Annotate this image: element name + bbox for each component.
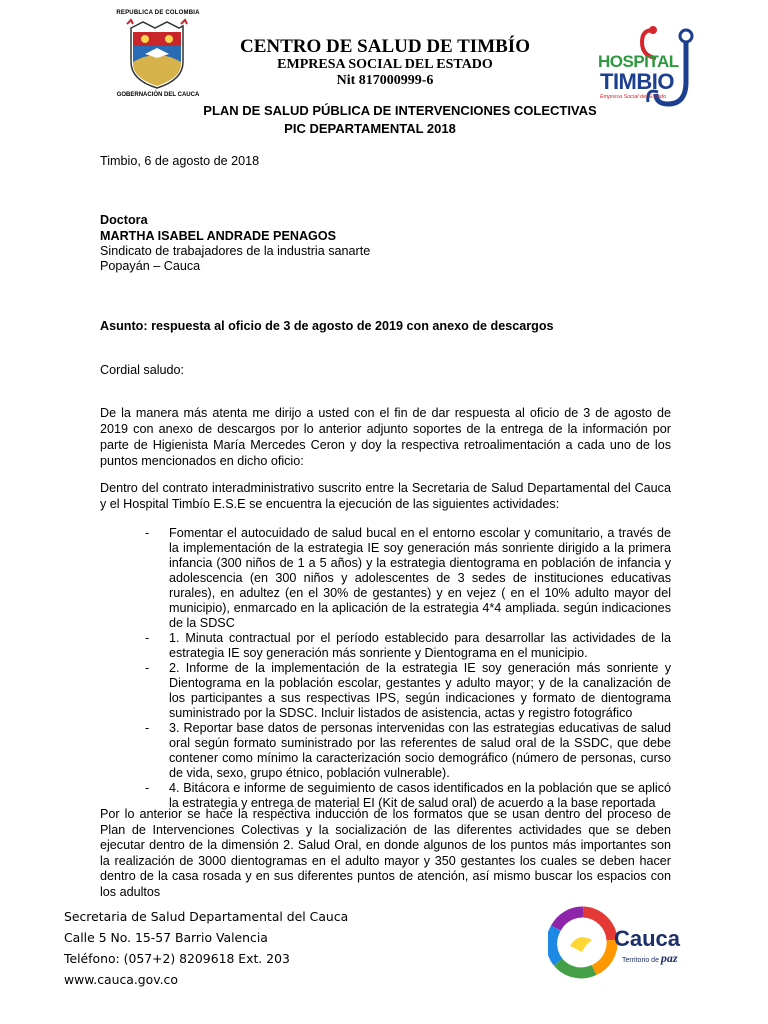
- letter-date: Timbio, 6 de agosto de 2018: [100, 154, 260, 168]
- hospital-logo-line2: TIMBIO: [600, 69, 674, 94]
- cauca-logo-name: Cauca: [614, 926, 681, 951]
- hospital-logo-tagline: Empresa Social del Estado: [600, 94, 667, 100]
- list-item: - 1. Minuta contractual por el período establecido para desarrollar las actividades de la estrategia IE soy generación más sonriente y Dientograma en el municipio.: [145, 631, 671, 660]
- hospital-logo: [598, 22, 708, 117]
- seal-top-text: REPUBLICA DE COLOMBIA: [116, 10, 200, 16]
- letter-greeting: Cordial saludo:: [100, 363, 185, 377]
- hospital-logo-line1: HOSPITAL: [598, 52, 679, 71]
- footer-website: www.cauca.gov.co: [64, 972, 178, 987]
- list-item: - 3. Reportar base datos de personas intervenidas con las estrategias educativas de salud oral según formato suministrado por las referentes de salud oral de la SSDC, que debe contener como mínimo la caracterización socio demográfico (número de personas, curso de vida, sexo, grupo étnico, población vulnerable).: [145, 721, 671, 780]
- coat-of-arms-icon: [123, 18, 193, 90]
- paragraph-contract: Dentro del contrato interadministrativo suscrito entre la Secretaria de Salud Departamental del Cauca y el Hospital Timbío E.S.E se encuentra la ejecución de las siguientes actividades:: [100, 481, 671, 511]
- paragraph-intro: De la manera más atenta me dirijo a usted con el fin de dar respuesta al oficio de 3 de agosto de 2019 con anexo de descargos por lo anterior adjunto soportes de la entrega de la información por parte de Higienista María Mercedes Ceron y doy la respectiva retroalimentación a cada uno de los puntos mencionados en dicho oficio:: [100, 406, 671, 468]
- recipient-org: Sindicato de trabajadores de la industria sanarte: [100, 244, 371, 258]
- footer-org: Secretaria de Salud Departamental del Cauca: [64, 909, 349, 924]
- cauca-logo: [548, 904, 688, 994]
- activities-list: [145, 526, 671, 811]
- footer-contact: [64, 906, 348, 990]
- letter-subject: Asunto: respuesta al oficio de 3 de agosto de 2019 con anexo de descargos: [100, 319, 554, 333]
- page-title: CENTRO DE SALUD DE TIMBÍO: [240, 36, 530, 57]
- paragraph-induction: Por lo anterior se hace la respectiva inducción de los formatos que se usan dentro del proceso de Plan de Intervenciones Colectivas y la socialización de las diferentes actividades que se deben ejecutar dentro de la dimensión 2. Salud Oral, en donde algunos de los puntos más importantes son la realización de 3000 dientogramas en el adulto mayor y 350 gestantes los cuales se deben hacer dentro de la casa rosada y en sus diferentes puntos de atención, así mismo buscar los espacios con los adultos: [100, 807, 671, 899]
- list-item: - 2. Informe de la implementación de la estrategia IE soy generación más sonriente y Dientograma en la población escolar, gestantes y adulto mayor; y de la canalización de los participantes a sus respectivas IPS, según indicaciones y formato de dientograma suministrado por la SDSC. Incluir listados de asistencia, actas y registro fotográfico: [145, 661, 671, 720]
- cauca-logo-tagline: Territorio de paz: [622, 951, 678, 965]
- footer-phone: Teléfono: (057+2) 8209618 Ext. 203: [64, 951, 290, 966]
- page-subtitle: EMPRESA SOCIAL DEL ESTADO: [277, 57, 493, 72]
- seal-bottom-text: GOBERNACIÓN DEL CAUCA: [116, 92, 200, 98]
- plan-title: PLAN DE SALUD PÚBLICA DE INTERVENCIONES COLECTIVAS: [203, 103, 597, 118]
- recipient-title: Doctora: [100, 213, 148, 227]
- cauca-swirl-icon: [548, 906, 618, 986]
- plan-subtitle: PIC DEPARTAMENTAL 2018: [284, 121, 456, 136]
- footer-address: Calle 5 No. 15-57 Barrio Valencia: [64, 930, 268, 945]
- list-item: - 4. Bitácora e informe de seguimiento de casos identificados en la población que se aplicó la estrategia y entrega de material EI (Kit de salud oral) de acuerdo a la base reportada: [145, 781, 671, 810]
- recipient-city: Popayán – Cauca: [100, 259, 201, 273]
- nit-number: Nit 817000999-6: [336, 73, 434, 88]
- seal-logo: [108, 10, 208, 98]
- recipient-name: MARTHA ISABEL ANDRADE PENAGOS: [100, 229, 337, 243]
- list-item: - Fomentar el autocuidado de salud bucal en el entorno escolar y comunitario, a través de la implementación de la estrategia IE soy generación más sonriente dirigido a la primera infancia (300 niños de 1 a 5 años) y la estrategia dientograma en población de infancia y adolescencia (en 300 niños y adolescentes de 3 sedes de instituciones educativas rurales), en adultez (en el 30% de gestantes) y en vejez ( en el 10% adulto mayor del municipio), enmarcado en la aplicación de la estrategia 4*4 ampliada. según indicaciones de la SDSC: [145, 526, 671, 630]
